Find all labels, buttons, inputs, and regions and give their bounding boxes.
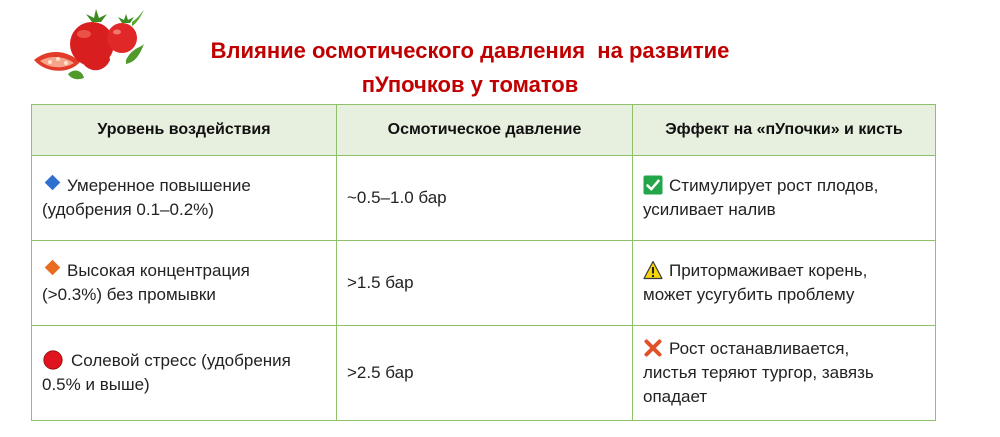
page-title bbox=[150, 34, 790, 102]
header-level: Уровень воздействия bbox=[32, 105, 337, 156]
level-cell bbox=[32, 326, 337, 421]
effect-line-3: опадает bbox=[643, 387, 708, 406]
effect-line-1: Рост останавливается, bbox=[669, 339, 850, 358]
level-cell bbox=[32, 241, 337, 326]
pressure-cell: >1.5 бар bbox=[337, 241, 633, 326]
level-line-1: Солевой стресс (удобрения bbox=[71, 351, 291, 370]
red-circle-icon bbox=[43, 350, 63, 370]
effect-cell bbox=[633, 326, 936, 421]
title-line-2: пУпочков у томатов bbox=[361, 72, 579, 97]
level-cell bbox=[32, 156, 337, 241]
blue-diamond-icon bbox=[45, 175, 61, 191]
effect-cell bbox=[633, 241, 936, 326]
level-line-2: (удобрения 0.1–0.2%) bbox=[42, 200, 214, 219]
effect-cell bbox=[633, 156, 936, 241]
effect-line-2: листья теряют тургор, завязь bbox=[643, 363, 874, 382]
effect-line-1: Притормаживает корень, bbox=[669, 261, 868, 280]
warning-icon bbox=[643, 260, 663, 280]
effect-line-2: может усугубить проблему bbox=[643, 285, 855, 304]
tomato-icon bbox=[28, 8, 148, 86]
check-mark-icon bbox=[643, 175, 663, 195]
orange-diamond-icon bbox=[45, 260, 61, 276]
table-row bbox=[32, 241, 936, 326]
level-line-2: 0.5% и выше) bbox=[42, 375, 150, 394]
pressure-cell: >2.5 бар bbox=[337, 326, 633, 421]
pressure-cell: ~0.5–1.0 бар bbox=[337, 156, 633, 241]
effect-line-1: Стимулирует рост плодов, bbox=[669, 176, 879, 195]
level-line-2: (>0.3%) без промывки bbox=[42, 285, 216, 304]
table-row bbox=[32, 326, 936, 421]
level-line-1: Высокая концентрация bbox=[67, 261, 250, 280]
header-effect: Эффект на «пУпочки» и кисть bbox=[633, 105, 936, 156]
title-line-1: Влияние осмотического давления на развитие bbox=[210, 38, 730, 63]
level-line-1: Умеренное повышение bbox=[67, 176, 251, 195]
header-pressure: Осмотическое давление bbox=[337, 105, 633, 156]
osmotic-pressure-table bbox=[31, 104, 936, 421]
table-header-row bbox=[32, 105, 936, 156]
effect-line-2: усиливает налив bbox=[643, 200, 776, 219]
cross-mark-icon bbox=[643, 338, 663, 358]
table-row bbox=[32, 156, 936, 241]
